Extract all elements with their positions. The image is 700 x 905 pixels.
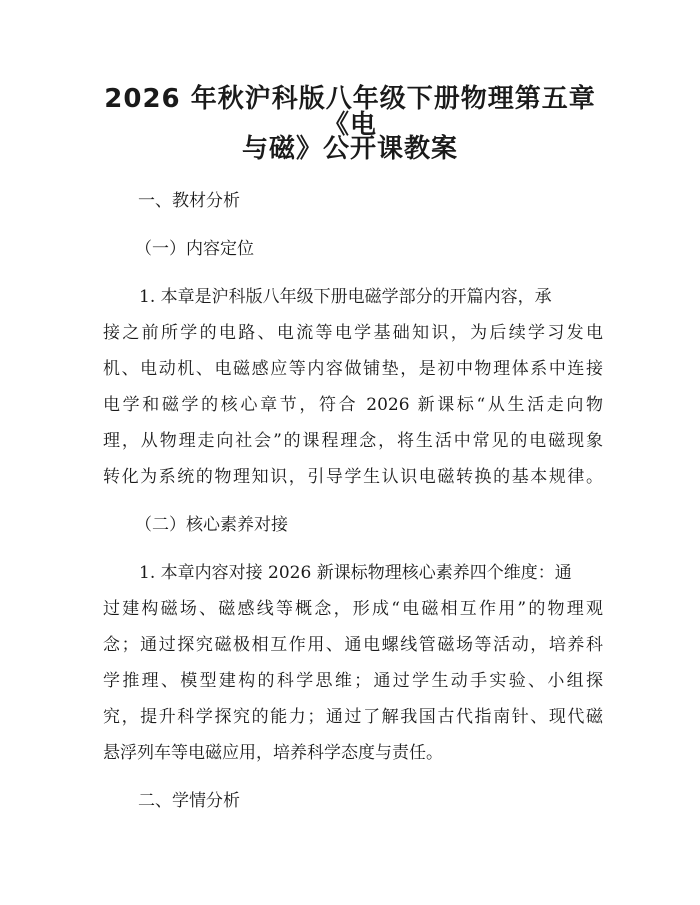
paragraph-2-line-1: 1. 本章内容对接 2026 新课标物理核心素养四个维度：通 (139, 563, 572, 583)
paragraph-1-line-6: 转化为系统的物理知识，引导学生认识电磁转换的基本规律。 (103, 467, 603, 487)
paragraph-2-line-2: 过建构磁场、磁感线等概念，形成“电磁相互作用”的物理观 (103, 599, 603, 619)
section-heading-teaching-material-analysis: 一、教材分析 (138, 191, 240, 211)
paragraph-1-line-5: 理，从物理走向社会”的课程理念，将生活中常见的电磁现象 (103, 431, 603, 451)
subsection-heading-content-positioning: （一）内容定位 (135, 239, 254, 259)
paragraph-2-line-4: 学推理、模型建构的科学思维；通过学生动手实验、小组探 (103, 671, 603, 691)
paragraph-2-line-3: 念；通过探究磁极相互作用、通电螺线管磁场等活动，培养科 (103, 635, 603, 655)
document-title-line-1: 2026 年秋沪科版八年级下册物理第五章《电 (104, 84, 596, 140)
section-heading-learner-analysis: 二、学情分析 (138, 791, 240, 811)
paragraph-1-line-2: 接之前所学的电路、电流等电学基础知识，为后续学习发电 (103, 323, 603, 343)
paragraph-1-line-4: 电学和磁学的核心章节，符合 2026 新课标“从生活走向物 (103, 395, 603, 415)
paragraph-1-line-3: 机、电动机、电磁感应等内容做铺垫，是初中物理体系中连接 (103, 359, 603, 379)
subsection-heading-core-literacy: （二）核心素养对接 (135, 515, 288, 535)
paragraph-2-line-5: 究，提升科学探究的能力；通过了解我国古代指南针、现代磁 (103, 707, 603, 727)
document-title-line-2: 与磁》公开课教案 (241, 134, 458, 164)
paragraph-2-line-6: 悬浮列车等电磁应用，培养科学态度与责任。 (103, 743, 443, 763)
paragraph-1-line-1: 1. 本章是沪科版八年级下册电磁学部分的开篇内容，承 (139, 287, 552, 307)
